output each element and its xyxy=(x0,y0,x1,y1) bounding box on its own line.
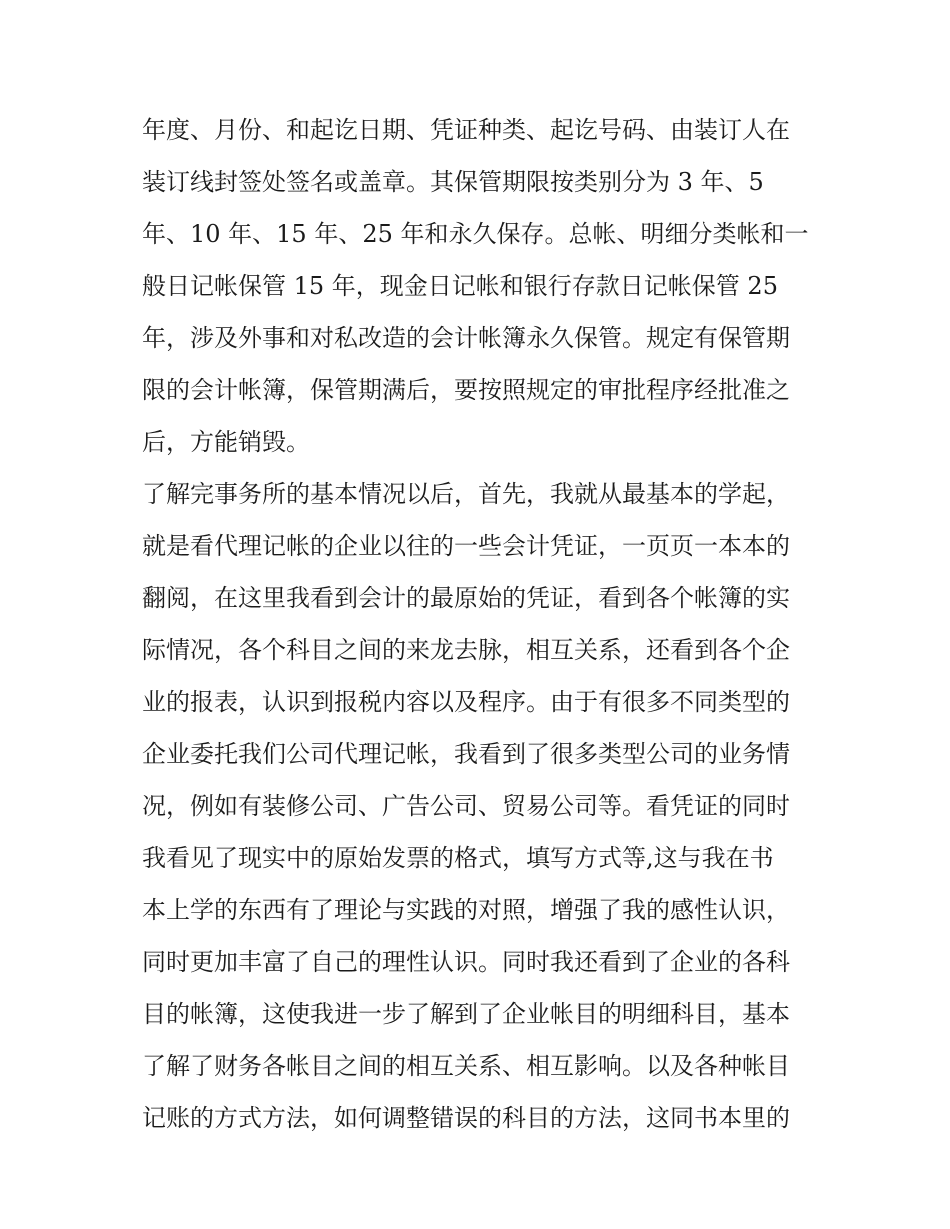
text-line: 目的帐簿，这使我进一步了解到了企业帐目的明细科目，基本 xyxy=(142,1000,790,1028)
text-line: 了解完事务所的基本情况以后，首先，我就从最基本的学起， xyxy=(142,480,790,508)
text-line: 后，方能销毁。 xyxy=(142,428,310,456)
text-line: 际情况，各个科目之间的来龙去脉，相互关系，还看到各个企 xyxy=(142,636,790,664)
text-line: 年度、月份、和起讫日期、凭证种类、起讫号码、由装订人在 xyxy=(142,116,790,144)
text-line: 业的报表，认识到报税内容以及程序。由于有很多不同类型的 xyxy=(142,688,790,716)
text-line: 限的会计帐簿，保管期满后，要按照规定的审批程序经批准之 xyxy=(142,376,790,404)
text-line: 装订线封签处签名或盖章。其保管期限按类别分为 3 年、5 xyxy=(142,168,764,196)
text-line: 况，例如有装修公司、广告公司、贸易公司等。看凭证的同时 xyxy=(142,792,790,820)
text-line: 就是看代理记帐的企业以往的一些会计凭证，一页页一本本的 xyxy=(142,532,790,560)
text-line: 本上学的东西有了理论与实践的对照，增强了我的感性认识， xyxy=(142,896,790,924)
text-line: 翻阅，在这里我看到会计的最原始的凭证，看到各个帐簿的实 xyxy=(142,584,790,612)
text-line: 同时更加丰富了自己的理性认识。同时我还看到了企业的各科 xyxy=(142,948,790,976)
text-line: 年、10 年、15 年、25 年和永久保存。总帐、明细分类帐和一 xyxy=(142,220,809,248)
text-line: 了解了财务各帐目之间的相互关系、相互影响。以及各种帐目 xyxy=(142,1052,790,1080)
text-line: 般日记帐保管 15 年，现金日记帐和银行存款日记帐保管 25 xyxy=(142,272,778,300)
text-line: 企业委托我们公司代理记帐，我看到了很多类型公司的业务情 xyxy=(142,740,790,768)
text-line: 记账的方式方法，如何调整错误的科目的方法，这同书本里的 xyxy=(142,1104,790,1132)
text-line: 我看见了现实中的原始发票的格式，填写方式等,这与我在书 xyxy=(142,844,774,872)
text-line: 年，涉及外事和对私改造的会计帐簿永久保管。规定有保管期 xyxy=(142,324,790,352)
body-text xyxy=(142,108,822,1148)
